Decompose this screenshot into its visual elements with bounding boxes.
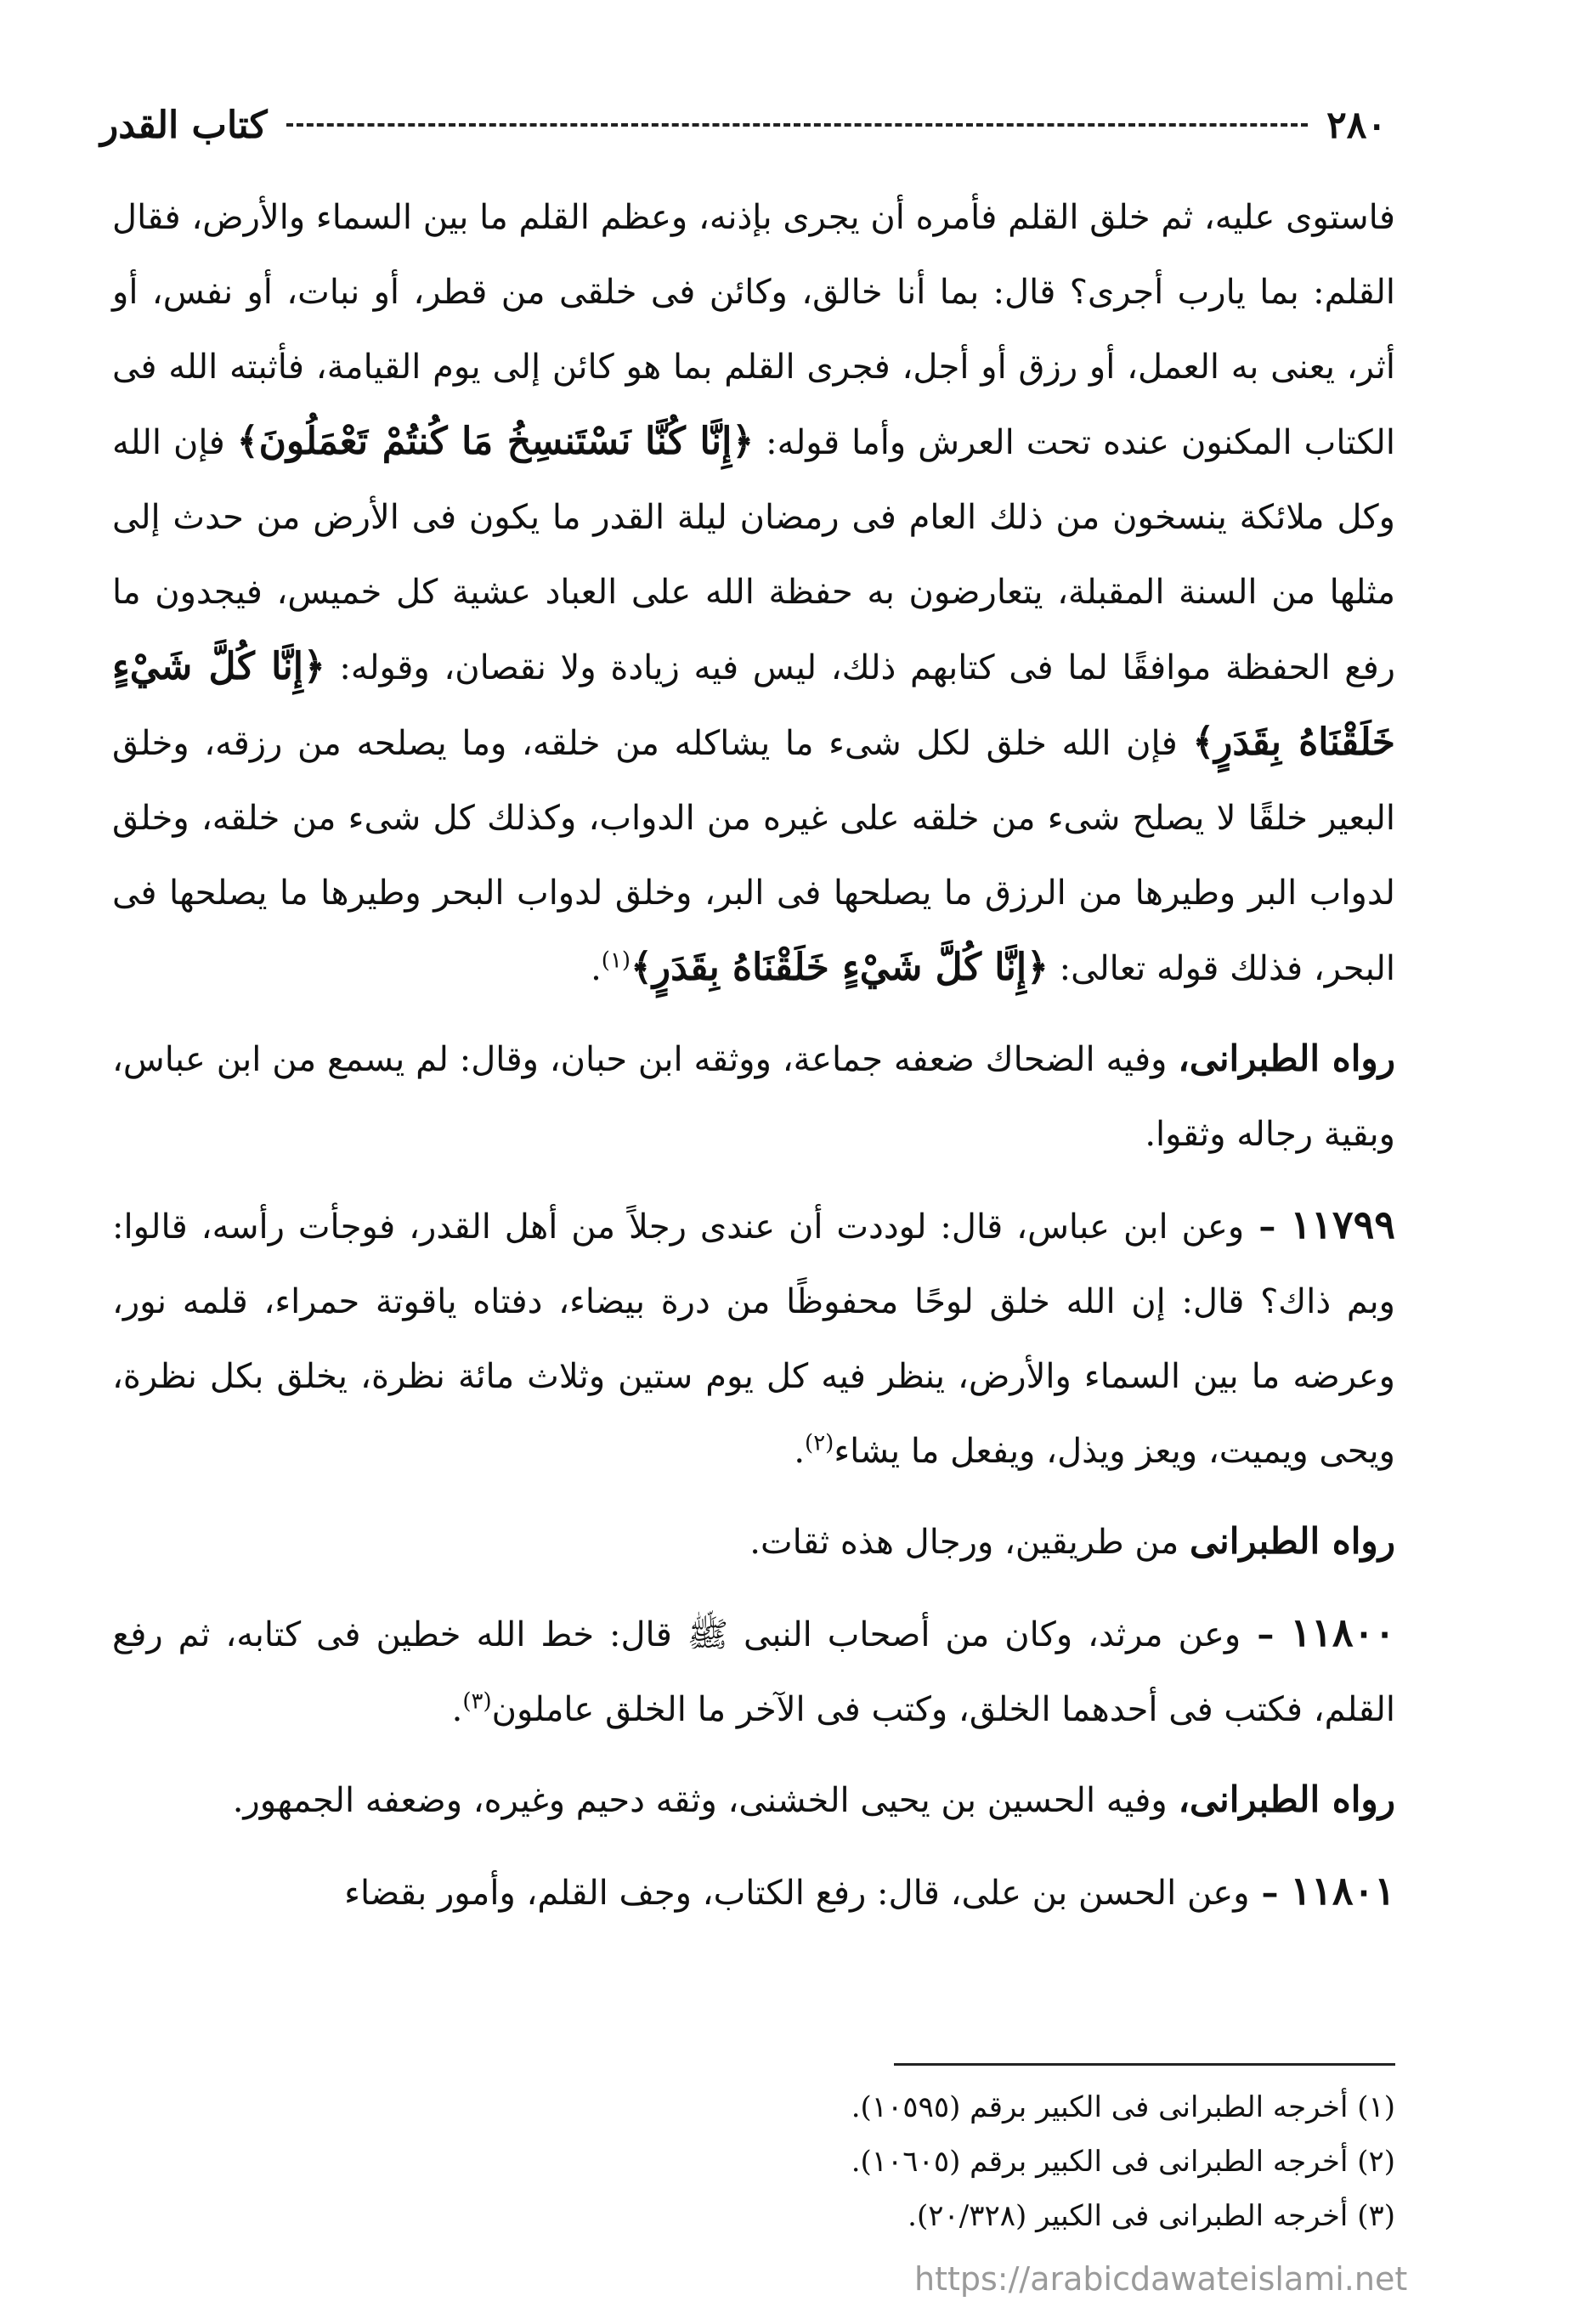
source-note xyxy=(112,1762,1395,1838)
sentence-end: . xyxy=(591,949,602,988)
source-note xyxy=(112,1021,1395,1172)
hadith-11799 xyxy=(112,1187,1395,1489)
source-note xyxy=(112,1504,1395,1580)
paragraph-continued xyxy=(112,180,1395,1006)
source-label: رواه الطبرانى xyxy=(1190,1520,1395,1562)
quran-verse: ﴿إِنَّا كُلَّ شَيْءٍ خَلَقْنَاهُ بِقَدَرٍ﴾ xyxy=(631,946,1049,989)
hadith-number: ١١٨٠٠ xyxy=(1290,1609,1396,1655)
source-text: وفيه الضحاك ضعفه جماعة، ووثقه ابن حبان، وقال: لم يسمع من ابن عباس، وبقية رجاله وثقوا. xyxy=(112,1040,1395,1154)
page-number: ٢٨٠ xyxy=(1326,103,1387,147)
main-text xyxy=(112,180,1395,1931)
hadith-text: وعن مرثد، وكان من أصحاب النبى ﷺ قال: خط الله خطين فى كتابه، ثم رفع القلم، فكتب فى أحدهما الخلق، وكتب فى الآخر ما الخلق عاملون xyxy=(112,1615,1395,1729)
paragraph-text: فاستوى عليه، ثم خلق القلم فأمره أن يجرى بإذنه، وعظم القلم ما بين السماء والأرض، فقال القلم: بما يارب أجرى؟ قال: بما أنا خالق، وكائن فى خلقى من قطر، أو نبات، أو نفس، أو أثر، يعنى به العمل، أو رزق أو أجل، فجرى القلم بما هو كائن إلى يوم القيامة، فأثبته الله فى الكتاب المكنون عنده تحت العرش وأما قوله: xyxy=(112,198,1395,462)
footnote-reference: (٢) xyxy=(805,1430,834,1456)
number-separator: – xyxy=(1244,1207,1291,1247)
sentence-end: . xyxy=(794,1432,806,1471)
source-label: رواه الطبرانى، xyxy=(1178,1778,1395,1820)
chapter-title: كتاب القدر xyxy=(100,103,268,147)
paragraph-text: فإن الله وكل ملائكة ينسخون من ذلك العام فى رمضان ليلة القدر ما يكون فى الأرض من حدث إلى مثلها من السنة المقبلة، يتعارضون به حفظة الله على العباد عشية كل خميس، فيجدون ما رفع الحفظة موافقًا لما فى كتابهم ذلك، ليس فيه زيادة ولا نقصان، وقوله: xyxy=(112,423,1396,687)
page-header xyxy=(100,95,1387,155)
footnote-reference: (١) xyxy=(601,947,631,974)
source-text: من طريقين، ورجال هذه ثقات. xyxy=(749,1523,1190,1562)
footnote-divider xyxy=(894,2063,1395,2066)
number-separator: – xyxy=(1241,1614,1291,1654)
source-label: رواه الطبرانى، xyxy=(1178,1038,1395,1079)
hadith-11800 xyxy=(112,1595,1395,1747)
watermark-url: https://arabicdawateislami.net xyxy=(914,2260,1408,2298)
number-separator: – xyxy=(1249,1873,1291,1913)
quran-verse: ﴿إِنَّا كُلَّ شَيْءٍ خَلَقْنَاهُ بِقَدَرٍ﴾ xyxy=(112,645,1395,764)
paragraph-text: فإن الله خلق لكل شىء ما يشاكله من خلقه، وما يصلحه من رزقه، وخلق البعير خلقًا لا يصلح شىء من خلقه على غيره من الدواب، وكذلك كل شىء من خلقه، وخلق لدواب البر وطيرها من الرزق ما يصلحها فى البر، وخلق لدواب البحر وطيرها ما يصلحها فى البحر، فذلك قوله تعالى: xyxy=(112,724,1395,988)
footnotes xyxy=(461,2080,1395,2243)
hadith-number: ١١٨٠١ xyxy=(1290,1868,1395,1914)
footnote-2: (٢) أخرجه الطبرانى فى الكبير برقم (١٠٦٠٥). xyxy=(851,2145,1395,2179)
hadith-11801 xyxy=(112,1853,1395,1931)
hadith-text: وعن ابن عباس، قال: لوددت أن عندى رجلاً من أهل القدر، فوجأت رأسه، قالوا: وبم ذاك؟ قال: إن الله خلق لوحًا محفوظًا من درة بيضاء، دفتاه ياقوتة حمراء، قلمه نور، وعرضه ما بين السماء والأرض، ينظر فيه كل يوم ستين وثلاث مائة نظرة، يخلق بكل نظرة، ويحى ويميت، ويعز ويذل، ويفعل ما يشاء xyxy=(112,1207,1395,1471)
sentence-end: . xyxy=(451,1690,463,1729)
source-text: وفيه الحسين بن يحيى الخشنى، وثقه دحيم وغيره، وضعفه الجمهور. xyxy=(232,1781,1179,1820)
hadith-text: وعن الحسن بن على، قال: رفع الكتاب، وجف القلم، وأمور بقضاء xyxy=(344,1874,1250,1913)
footnote-reference: (٣) xyxy=(462,1688,492,1715)
quran-verse: ﴿إِنَّا كُنَّا نَسْتَنسِخُ مَا كُنتُمْ تَعْمَلُونَ﴾ xyxy=(236,420,755,463)
header-dash-rule xyxy=(286,123,1308,127)
footnote-3: (٣) أخرجه الطبرانى فى الكبير (٢٠/٣٢٨). xyxy=(908,2199,1395,2233)
footnote-1: (١) أخرجه الطبرانى فى الكبير برقم (١٠٥٩٥). xyxy=(851,2090,1395,2124)
hadith-number: ١١٧٩٩ xyxy=(1290,1202,1395,1247)
